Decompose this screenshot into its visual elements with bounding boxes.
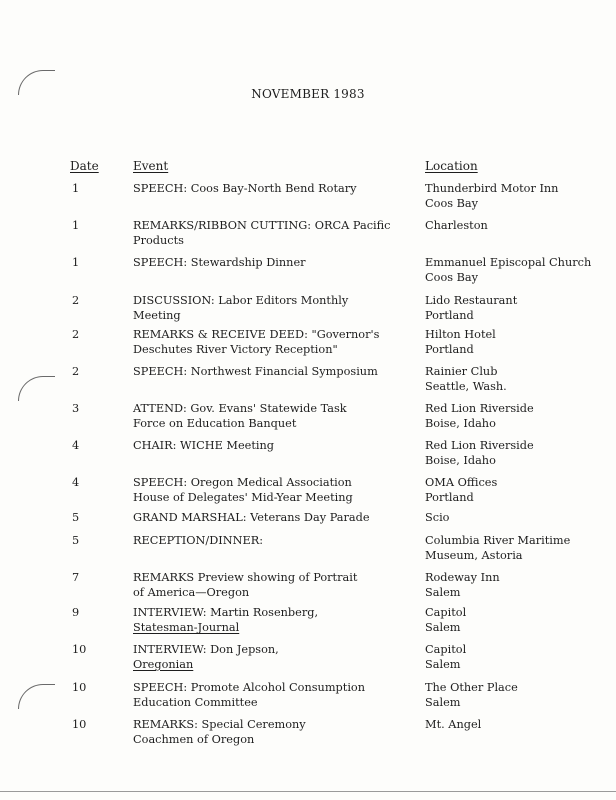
entry-event: ATTEND: Gov. Evans' Statewide Task Force on Education Banquet <box>133 402 347 430</box>
schedule-row <box>0 401 616 438</box>
entry-date: 1 <box>72 256 80 269</box>
entry-event: SPEECH: Northwest Financial Symposium <box>133 365 378 378</box>
column-header-location: Location <box>425 159 478 173</box>
entry-location: Mt. Angel <box>425 718 482 731</box>
schedule-row <box>0 327 616 364</box>
entry-date: 7 <box>72 571 80 584</box>
entry-event: CHAIR: WICHE Meeting <box>133 439 275 452</box>
entry-event: SPEECH: Promote Alcohol Consumption Education Committee <box>133 681 366 709</box>
entry-event: REMARKS Preview showing of Portrait of America—Oregon <box>133 571 358 599</box>
entry-date: 1 <box>72 182 80 195</box>
entry-date: 5 <box>72 511 80 524</box>
schedule-row <box>0 680 616 717</box>
entry-date: 1 <box>72 219 80 232</box>
entry-location: The Other Place Salem <box>425 681 518 709</box>
schedule-row <box>0 255 616 293</box>
schedule-row <box>0 570 616 605</box>
entry-event: INTERVIEW: Don Jepson, Oregonian <box>133 642 413 672</box>
entry-date: 2 <box>72 294 80 307</box>
entry-date: 10 <box>72 643 87 656</box>
entry-event: DISCUSSION: Labor Editors Monthly Meeting <box>133 294 349 322</box>
entry-event: INTERVIEW: Martin Rosenberg, Statesman-Journal <box>133 605 413 635</box>
entry-event: REMARKS: Special Ceremony Coachmen of Oregon <box>133 718 306 746</box>
entry-date: 2 <box>72 328 80 341</box>
schedule-row <box>0 533 616 570</box>
entry-location: Columbia River Maritime Museum, Astoria <box>425 534 571 562</box>
underlined-publication: Statesman-Journal <box>133 621 240 634</box>
entry-location: Emmanuel Episcopal Church Coos Bay <box>425 256 592 284</box>
entry-date: 2 <box>72 365 80 378</box>
entry-event: SPEECH: Coos Bay-North Bend Rotary <box>133 182 357 195</box>
schedule-row <box>0 642 616 680</box>
entry-date: 4 <box>72 476 80 489</box>
entry-event: SPEECH: Stewardship Dinner <box>133 256 306 269</box>
underlined-publication: Oregonian <box>133 658 194 671</box>
column-header-event: Event <box>133 159 169 173</box>
entry-location: Thunderbird Motor Inn Coos Bay <box>425 182 559 210</box>
schedule-row <box>0 438 616 475</box>
entry-date: 5 <box>72 534 80 547</box>
entry-location: Red Lion Riverside Boise, Idaho <box>425 439 534 467</box>
schedule-row <box>0 293 616 327</box>
entry-event: REMARKS/RIBBON CUTTING: ORCA Pacific Products <box>133 219 391 247</box>
entry-date: 9 <box>72 606 80 619</box>
entry-event: RECEPTION/DINNER: <box>133 534 264 547</box>
page-bottom-edge <box>0 791 616 792</box>
entry-event: REMARKS & RECEIVE DEED: "Governor's Deschutes River Victory Reception" <box>133 328 380 356</box>
schedule-row <box>0 218 616 255</box>
entry-location: Red Lion Riverside Boise, Idaho <box>425 402 534 430</box>
entry-date: 3 <box>72 402 80 415</box>
schedule-row <box>0 364 616 401</box>
entry-date: 4 <box>72 439 80 452</box>
entry-event: GRAND MARSHAL: Veterans Day Parade <box>133 511 370 524</box>
schedule-row <box>0 605 616 642</box>
entry-date: 10 <box>72 681 87 694</box>
schedule-row <box>0 475 616 510</box>
entry-location: Rodeway Inn Salem <box>425 571 500 599</box>
entry-location: Scio <box>425 511 450 524</box>
entry-location: Hilton Hotel Portland <box>425 328 496 356</box>
entry-date: 10 <box>72 718 87 731</box>
schedule-list <box>0 181 616 751</box>
column-header-date: Date <box>70 159 99 173</box>
entry-location: Lido Restaurant Portland <box>425 294 518 322</box>
schedule-row <box>0 510 616 533</box>
entry-location: Charleston <box>425 219 488 232</box>
schedule-row <box>0 181 616 218</box>
schedule-row <box>0 717 616 751</box>
entry-location: Rainier Club Seattle, Wash. <box>425 365 507 393</box>
entry-location: Capitol Salem <box>425 643 467 671</box>
page-title: NOVEMBER 1983 <box>251 87 365 101</box>
entry-event: SPEECH: Oregon Medical Association House of Delegates' Mid-Year Meeting <box>133 476 353 504</box>
entry-location: OMA Offices Portland <box>425 476 498 504</box>
entry-location: Capitol Salem <box>425 606 467 634</box>
